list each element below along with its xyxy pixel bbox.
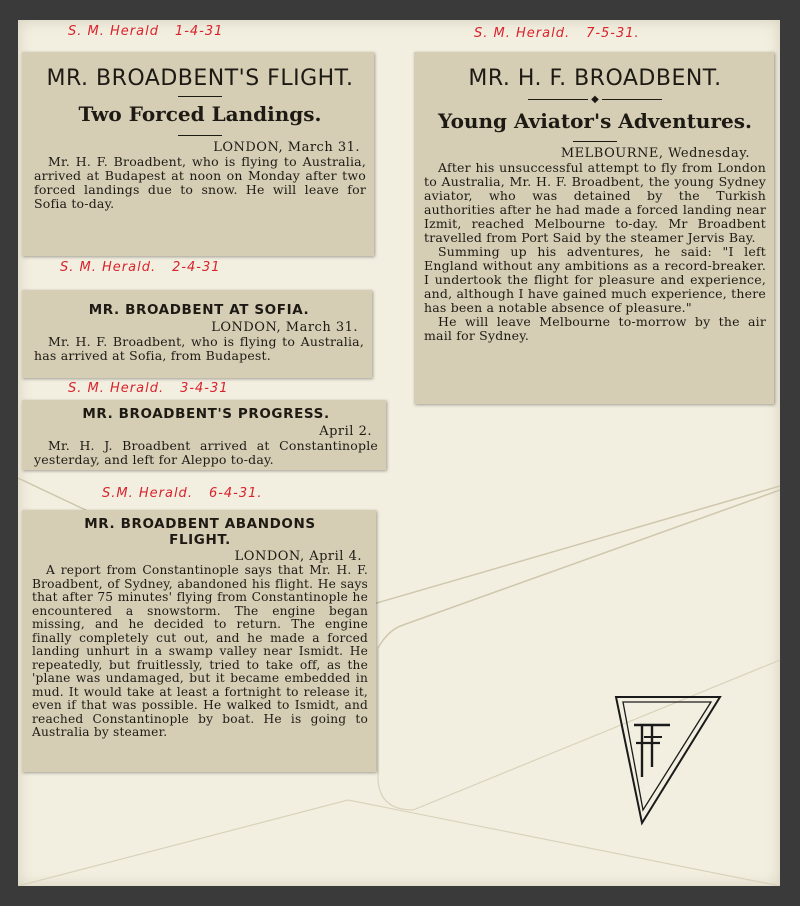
clipping-abandons xyxy=(22,510,376,772)
dateline: LONDON, March 31. xyxy=(211,320,358,335)
handnote-5: S. M. Herald. 7-5-31. xyxy=(474,26,640,41)
clipping-sofia xyxy=(22,290,372,378)
triangle-monogram-icon xyxy=(612,693,724,827)
article-paragraph: After his unsuccessful attempt to fly from London to Australia, Mr. H. F. Broadbent, the young Sydney aviator, who was detained by the Turkish authorities after he had made a forced landing near Izmit, reached Melbourne to-day. Mr Broadbent travelled from Port Said by the steamer Jervis Bay. xyxy=(424,160,766,245)
article-body: Mr. H. J. Broadbent arrived at Constantinople yesterday, and left for Aleppo to-day. xyxy=(34,438,378,467)
headline: MR. BROADBENT'S FLIGHT. xyxy=(46,66,354,91)
article-paragraph: He will leave Melbourne to-morrow by the air mail for Sydney. xyxy=(424,314,766,343)
divider xyxy=(178,135,222,136)
clipping-progress xyxy=(22,400,386,470)
subheadline: Two Forced Landings. xyxy=(78,102,322,126)
handnote-4: S.M. Herald. 6-4-31. xyxy=(102,486,263,501)
headline: MR. H. F. BROADBENT. xyxy=(468,66,722,91)
headline: MR. BROADBENT ABANDONS FLIGHT. xyxy=(84,516,316,548)
divider xyxy=(573,141,617,142)
clipping-young-aviator xyxy=(414,52,774,404)
article-body: Mr. H. F. Broadbent, who is flying to Australia, arrived at Budapest at noon on Monday after two forced landings due to snow. He will leave for Sofia to-day. xyxy=(34,154,366,211)
handnote-2: S. M. Herald. 2-4-31 xyxy=(60,260,221,275)
ornamental-divider: ◆ xyxy=(424,95,766,105)
article-body: Mr. H. F. Broadbent, who is flying to Australia, has arrived at Sofia, from Budapest. xyxy=(34,334,364,363)
article-paragraph: Summing up his adventures, he said: "I left England without any ambitions as a record-breaker. I undertook the flight for pleasure and experience, and, although I have gained much experience, there has been a notable absence of pleasure." xyxy=(424,244,766,315)
article-body: A report from Constantinople says that Mr. H. F. Broadbent, of Sydney, abandoned his flight. He says that after 75 minutes' flying from Constantinople he encountered a snowstorm. The engine began missing, and he decided to return. The engine finally completely cut out, and he made a forced landing unhurt in a swamp valley near Ismidt. He repeatedly, but fruitlessly, tried to take off, as the 'plane was undamaged, but it became embedded in mud. It would take at least a fortnight to release it, even if that was possible. He walked to Ismidt, and reached Constantinople by boat. He is going to Australia by steamer. xyxy=(32,563,368,739)
handnote-3: S. M. Herald. 3-4-31 xyxy=(68,381,229,396)
headline: MR. BROADBENT'S PROGRESS. xyxy=(82,406,330,422)
subheadline: Young Aviator's Adventures. xyxy=(438,109,752,133)
dateline: April 2. xyxy=(319,424,372,439)
divider xyxy=(178,96,222,97)
handnote-1: S. M. Herald 1-4-31 xyxy=(68,24,224,39)
dateline: MELBOURNE, Wednesday. xyxy=(560,146,750,161)
clipping-flight xyxy=(22,52,374,256)
dateline: LONDON, April 4. xyxy=(234,549,362,564)
dateline: LONDON, March 31. xyxy=(213,140,360,155)
headline: MR. BROADBENT AT SOFIA. xyxy=(88,302,310,318)
